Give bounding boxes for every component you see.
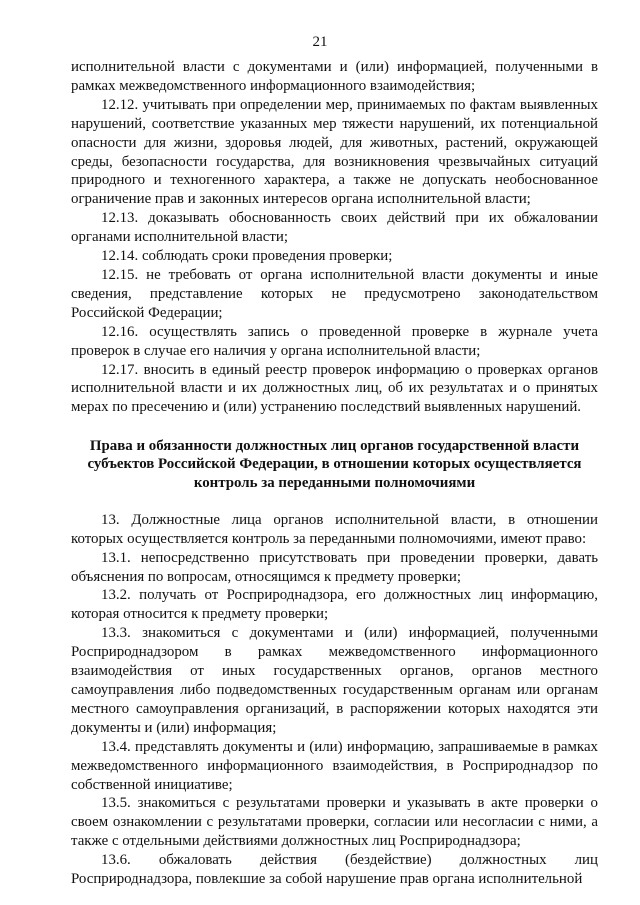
page-content (71, 58, 598, 889)
paragraph-12-14: 12.14. соблюдать сроки проведения проверки; (101, 248, 393, 265)
page-number: 21 (312, 34, 328, 50)
paragraph-13-2: 13.2. получать от Росприроднадзора, его должностных лиц информацию, которая относится к предмету проверки; (71, 587, 598, 623)
paragraph-13-6: 13.6. обжаловать действия (бездействие) должностных лиц Росприроднадзора, повлекшие за собой нарушение прав органа исполнительной (71, 852, 598, 888)
paragraph-13-4: 13.4. представлять документы и (или) информацию, запрашиваемые в рамках межведомственного информационного взаимодействия, в Росприроднадзор по собственной инициативе; (71, 738, 598, 793)
paragraph-12-17: 12.17. вносить в единый реестр проверок информацию о проверках органов исполнительной власти и их должностных лиц, об их результатах и о принятых мерах по пресечению и (или) устранению последствий выявленных нарушений. (71, 361, 598, 416)
paragraph-13-3: 13.3. знакомиться с документами и (или) информацией, полученными Росприроднадзором в рамках межведомственного информационного взаимодействия от иных государственных органов, органов местного самоуправления либо подведомственных государственным органам или органам местного самоуправления организаций, в распоряжении которых находятся эти документы и (или) информация; (71, 625, 598, 736)
paragraph-13: 13. Должностные лица органов исполнительной власти, в отношении которых осуществляется контроль за переданными полномочиями, имеют право: (71, 511, 598, 547)
paragraph-continuation: исполнительной власти с документами и (или) информацией, полученными в рамках межведомственного информационного взаимодействия; (71, 59, 598, 94)
section-heading: Права и обязанности должностных лиц органов государственной власти субъектов Российской Федерации, в отношении которых осуществляется контроль за переданными полномочиями (87, 438, 582, 491)
paragraph-13-1: 13.1. непосредственно присутствовать при проведении проверки, давать объяснения по вопросам, относящимся к предмету проверки; (71, 549, 598, 585)
paragraph-13-5: 13.5. знакомиться с результатами проверки и указывать в акте проверки о своем ознакомлении с результатами проверки, согласии или несогласии с ними, а также с отдельными действиями должностных лиц Росприроднадзора; (71, 795, 598, 850)
paragraph-12-16: 12.16. осуществлять запись о проведенной проверке в журнале учета проверок в случае его наличия у органа исполнительной власти; (71, 323, 598, 359)
paragraph-12-15: 12.15. не требовать от органа исполнительной власти документы и иные сведения, представление которых не предусмотрено законодательством Российской Федерации; (71, 266, 598, 321)
paragraph-12-13: 12.13. доказывать обоснованность своих действий при их обжаловании органами исполнительной власти; (71, 210, 598, 246)
paragraph-12-12: 12.12. учитывать при определении мер, принимаемых по фактам выявленных нарушений, соответствие указанных мер тяжести нарушений, их потенциальной опасности для жизни, здоровья людей, для животных, растений, окружающей среды, безопасности государства, для возникновения чрезвычайных ситуаций природного и техногенного характера, а также не допускать необоснованное ограничение прав и законных интересов органа исполнительной власти; (71, 96, 598, 208)
